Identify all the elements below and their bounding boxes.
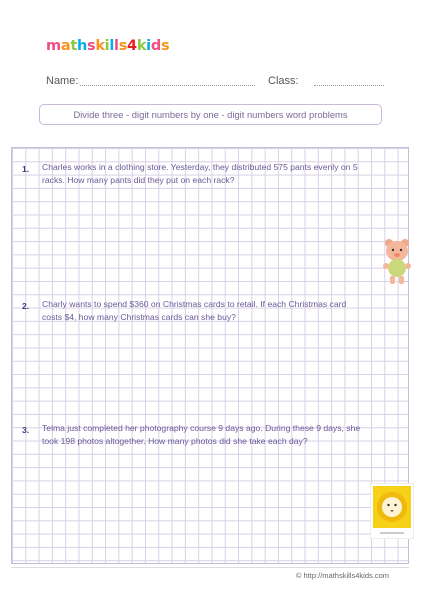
worksheet-title: Divide three - digit numbers by one - digit numbers word problems	[39, 104, 382, 125]
question-1-number: 1.	[22, 164, 30, 174]
question-2-text: Charly wants to spend $360 on Christmas cards to retail. If each Christmas card costs $4, how many Christmas cards can she buy?	[42, 299, 347, 323]
question-3-number: 3.	[22, 425, 30, 435]
class-label: Class:	[268, 75, 299, 87]
lion-card-illustration	[370, 483, 414, 539]
footer-url[interactable]: http://mathskills4kids.com	[303, 571, 389, 580]
answer-grid[interactable]	[11, 147, 409, 564]
question-2-number: 2.	[22, 301, 30, 311]
name-class-row	[46, 75, 386, 89]
footer-divider	[11, 567, 409, 568]
copyright-icon: ©	[295, 571, 302, 580]
bear-illustration	[380, 236, 414, 286]
site-logo: mathskills4kids	[46, 38, 170, 54]
question-1-text: Charles works in a clothing store. Yesterday, they distributed 575 pants evenly on 5 racks. How many pants did they put on each rack?	[42, 162, 358, 186]
question-3-text: Telma just completed her photography course 9 days ago. During these 9 days, she took 198 photos altogether. How many photos did she take each day?	[42, 423, 361, 447]
name-label: Name:	[46, 75, 79, 87]
name-field[interactable]	[80, 85, 255, 86]
footer	[296, 571, 389, 580]
class-field[interactable]	[314, 85, 384, 86]
